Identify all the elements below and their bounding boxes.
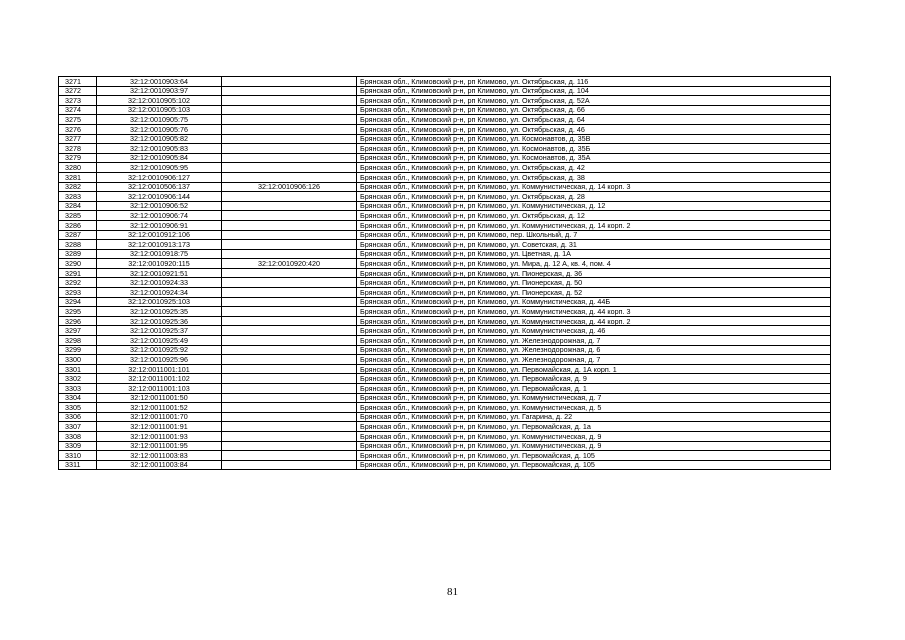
cadastral-number-cell: 32:12:0010903:97 [97,86,222,96]
table-row [59,403,831,413]
table-row [59,134,831,144]
row-number-cell: 3295 [59,307,97,317]
row-number-cell: 3307 [59,422,97,432]
address-cell: Брянская обл., Климовский р-н, рп Климово, ул. Октябрьская, д. 42 [357,163,831,173]
table-row [59,144,831,154]
cadastral-number-cell: 32:12:0010906:91 [97,220,222,230]
linked-cadastral-number-cell [222,355,357,365]
table-row [59,422,831,432]
table-row [59,307,831,317]
table-row [59,115,831,125]
cadastral-number-cell: 32:12:0010905:76 [97,124,222,134]
row-number-cell: 3310 [59,451,97,461]
linked-cadastral-number-cell [222,201,357,211]
cadastral-number-cell: 32:12:0010906:74 [97,211,222,221]
linked-cadastral-number-cell [222,441,357,451]
table-row [59,211,831,221]
address-cell: Брянская обл., Климовский р-н, рп Климово, ул. Пионерская, д. 36 [357,268,831,278]
cadastral-number-cell: 32:12:0010921:51 [97,268,222,278]
address-cell: Брянская обл., Климовский р-н, рп Климово, ул. Коммунистическая, д. 44Б [357,297,831,307]
address-cell: Брянская обл., Климовский р-н, рп Климово, ул. Мира, д. 12 А, кв. 4, пом. 4 [357,259,831,269]
cadastral-number-cell: 32:12:0010905:103 [97,105,222,115]
table-row [59,124,831,134]
cadastral-number-cell: 32:12:0010905:95 [97,163,222,173]
address-cell: Брянская обл., Климовский р-н, рп Климово, ул. Первомайская, д. 105 [357,451,831,461]
linked-cadastral-number-cell: 32:12:0010920:420 [222,259,357,269]
linked-cadastral-number-cell [222,77,357,87]
row-number-cell: 3283 [59,192,97,202]
cadastral-number-cell: 32:12:0010905:84 [97,153,222,163]
linked-cadastral-number-cell [222,393,357,403]
cadastral-number-cell: 32:12:0010906:144 [97,192,222,202]
address-cell: Брянская обл., Климовский р-н, рп Климово, ул. Октябрьская, д. 64 [357,115,831,125]
cadastral-number-cell: 32:12:0010925:35 [97,307,222,317]
cadastral-number-cell: 32:12:0011001:52 [97,403,222,413]
row-number-cell: 3301 [59,364,97,374]
address-cell: Брянская обл., Климовский р-н, рп Климово, ул. Коммунистическая, д. 46 [357,326,831,336]
cadastral-number-cell: 32:12:0011003:83 [97,451,222,461]
cadastral-number-cell: 32:12:0010925:103 [97,297,222,307]
address-cell: Брянская обл., Климовский р-н, рп Климово, ул. Первомайская, д. 1А корп. 1 [357,364,831,374]
row-number-cell: 3309 [59,441,97,451]
row-number-cell: 3284 [59,201,97,211]
cadastral-number-cell: 32:12:0010903:64 [97,77,222,87]
cadastral-number-cell: 32:12:0011001:102 [97,374,222,384]
table-row [59,259,831,269]
address-cell: Брянская обл., Климовский р-н, рп Климово, ул. Октябрьская, д. 116 [357,77,831,87]
row-number-cell: 3288 [59,240,97,250]
row-number-cell: 3281 [59,172,97,182]
address-cell: Брянская обл., Климовский р-н, рп Климово, ул. Октябрьская, д. 52А [357,96,831,106]
row-number-cell: 3276 [59,124,97,134]
table-row [59,153,831,163]
table-row [59,345,831,355]
address-cell: Брянская обл., Климовский р-н, рп Климово, ул. Первомайская, д. 105 [357,460,831,470]
linked-cadastral-number-cell [222,345,357,355]
address-cell: Брянская обл., Климовский р-н, рп Климово, ул. Октябрьская, д. 66 [357,105,831,115]
row-number-cell: 3298 [59,336,97,346]
cadastral-number-cell: 32:12:0010924:34 [97,288,222,298]
row-number-cell: 3304 [59,393,97,403]
address-cell: Брянская обл., Климовский р-н, рп Климово, ул. Коммунистическая, д. 9 [357,431,831,441]
registry-table [58,76,831,470]
address-cell: Брянская обл., Климовский р-н, рп Климово, ул. Коммунистическая, д. 44 корп. 3 [357,307,831,317]
address-cell: Брянская обл., Климовский р-н, рп Климово, ул. Октябрьская, д. 104 [357,86,831,96]
linked-cadastral-number-cell [222,374,357,384]
page-number: 81 [447,586,458,598]
row-number-cell: 3273 [59,96,97,106]
cadastral-number-cell: 32:12:0010912:106 [97,230,222,240]
address-cell: Брянская обл., Климовский р-н, рп Климово, ул. Коммунистическая, д. 12 [357,201,831,211]
cadastral-number-cell: 32:12:0011001:91 [97,422,222,432]
row-number-cell: 3290 [59,259,97,269]
row-number-cell: 3299 [59,345,97,355]
linked-cadastral-number-cell [222,403,357,413]
linked-cadastral-number-cell [222,460,357,470]
table-row [59,431,831,441]
address-cell: Брянская обл., Климовский р-н, рп Климово, ул. Советская, д. 31 [357,240,831,250]
cadastral-number-cell: 32:12:0010905:75 [97,115,222,125]
linked-cadastral-number-cell [222,220,357,230]
table-row [59,96,831,106]
cadastral-number-cell: 32:12:0010918:75 [97,249,222,259]
address-cell: Брянская обл., Климовский р-н, рп Климово, ул. Первомайская, д. 1 [357,384,831,394]
address-cell: Брянская обл., Климовский р-н, рп Климово, ул. Железнодорожная, д. 7 [357,336,831,346]
linked-cadastral-number-cell [222,326,357,336]
table-row [59,249,831,259]
table-row [59,384,831,394]
row-number-cell: 3300 [59,355,97,365]
cadastral-number-cell: 32:12:0011001:70 [97,412,222,422]
address-cell: Брянская обл., Климовский р-н, рп Климово, пер. Школьный, д. 7 [357,230,831,240]
table-row [59,105,831,115]
address-cell: Брянская обл., Климовский р-н, рп Климово, ул. Октябрьская, д. 28 [357,192,831,202]
linked-cadastral-number-cell [222,268,357,278]
cadastral-number-cell: 32:12:0010925:36 [97,316,222,326]
address-cell: Брянская обл., Климовский р-н, рп Климово, ул. Октябрьская, д. 38 [357,172,831,182]
linked-cadastral-number-cell [222,192,357,202]
table-row [59,77,831,87]
linked-cadastral-number-cell [222,307,357,317]
table-row [59,220,831,230]
table-row [59,460,831,470]
table-row [59,240,831,250]
address-cell: Брянская обл., Климовский р-н, рп Климово, ул. Железнодорожная, д. 6 [357,345,831,355]
linked-cadastral-number-cell [222,364,357,374]
cadastral-number-cell: 32:12:0010925:96 [97,355,222,365]
row-number-cell: 3277 [59,134,97,144]
table-row [59,86,831,96]
linked-cadastral-number-cell [222,172,357,182]
cadastral-number-cell: 32:12:0011001:50 [97,393,222,403]
linked-cadastral-number-cell [222,422,357,432]
row-number-cell: 3282 [59,182,97,192]
row-number-cell: 3278 [59,144,97,154]
linked-cadastral-number-cell [222,240,357,250]
cadastral-number-cell: 32:12:0011003:84 [97,460,222,470]
table-row [59,412,831,422]
linked-cadastral-number-cell [222,278,357,288]
address-cell: Брянская обл., Климовский р-н, рп Климово, ул. Коммунистическая, д. 44 корп. 2 [357,316,831,326]
table-row [59,364,831,374]
cadastral-number-cell: 32:12:0010925:37 [97,326,222,336]
table-row [59,316,831,326]
address-cell: Брянская обл., Климовский р-н, рп Климово, ул. Цветная, д. 1А [357,249,831,259]
cadastral-number-cell: 32:12:0010913:173 [97,240,222,250]
address-cell: Брянская обл., Климовский р-н, рп Климово, ул. Октябрьская, д. 46 [357,124,831,134]
table-row [59,374,831,384]
address-cell: Брянская обл., Климовский р-н, рп Климово, ул. Гагарина, д. 22 [357,412,831,422]
row-number-cell: 3292 [59,278,97,288]
cadastral-number-cell: 32:12:0010905:83 [97,144,222,154]
cadastral-number-cell: 32:12:0010506:137 [97,182,222,192]
cadastral-number-cell: 32:12:0010925:92 [97,345,222,355]
linked-cadastral-number-cell [222,288,357,298]
address-cell: Брянская обл., Климовский р-н, рп Климово, ул. Космонавтов, д. 35Б [357,144,831,154]
linked-cadastral-number-cell [222,384,357,394]
table-row [59,172,831,182]
linked-cadastral-number-cell: 32:12:0010906:126 [222,182,357,192]
row-number-cell: 3311 [59,460,97,470]
table-row [59,451,831,461]
table-row [59,201,831,211]
table-row [59,268,831,278]
cadastral-number-cell: 32:12:0010924:33 [97,278,222,288]
row-number-cell: 3297 [59,326,97,336]
linked-cadastral-number-cell [222,144,357,154]
linked-cadastral-number-cell [222,431,357,441]
cadastral-number-cell: 32:12:0010906:52 [97,201,222,211]
cadastral-number-cell: 32:12:0010925:49 [97,336,222,346]
linked-cadastral-number-cell [222,153,357,163]
row-number-cell: 3271 [59,77,97,87]
linked-cadastral-number-cell [222,163,357,173]
row-number-cell: 3308 [59,431,97,441]
row-number-cell: 3305 [59,403,97,413]
row-number-cell: 3293 [59,288,97,298]
cadastral-number-cell: 32:12:0011001:93 [97,431,222,441]
linked-cadastral-number-cell [222,316,357,326]
table-row [59,230,831,240]
row-number-cell: 3296 [59,316,97,326]
linked-cadastral-number-cell [222,412,357,422]
table-row [59,355,831,365]
cadastral-number-cell: 32:12:0010906:127 [97,172,222,182]
table-row [59,192,831,202]
address-cell: Брянская обл., Климовский р-н, рп Климово, ул. Коммунистическая, д. 14 корп. 2 [357,220,831,230]
address-cell: Брянская обл., Климовский р-н, рп Климово, ул. Коммунистическая, д. 5 [357,403,831,413]
address-cell: Брянская обл., Климовский р-н, рп Климово, ул. Коммунистическая, д. 14 корп. 3 [357,182,831,192]
linked-cadastral-number-cell [222,211,357,221]
linked-cadastral-number-cell [222,86,357,96]
linked-cadastral-number-cell [222,134,357,144]
table-row [59,441,831,451]
address-cell: Брянская обл., Климовский р-н, рп Климово, ул. Космонавтов, д. 35В [357,134,831,144]
table-row [59,182,831,192]
cadastral-number-cell: 32:12:0011001:103 [97,384,222,394]
address-cell: Брянская обл., Климовский р-н, рп Климово, ул. Коммунистическая, д. 9 [357,441,831,451]
cadastral-number-cell: 32:12:0010905:82 [97,134,222,144]
cadastral-number-cell: 32:12:0011001:95 [97,441,222,451]
address-cell: Брянская обл., Климовский р-н, рп Климово, ул. Первомайская, д. 1а [357,422,831,432]
row-number-cell: 3306 [59,412,97,422]
linked-cadastral-number-cell [222,336,357,346]
address-cell: Брянская обл., Климовский р-н, рп Климово, ул. Пионерская, д. 52 [357,288,831,298]
row-number-cell: 3287 [59,230,97,240]
address-cell: Брянская обл., Климовский р-н, рп Климово, ул. Октябрьская, д. 12 [357,211,831,221]
row-number-cell: 3291 [59,268,97,278]
row-number-cell: 3274 [59,105,97,115]
address-cell: Брянская обл., Климовский р-н, рп Климово, ул. Пионерская, д. 50 [357,278,831,288]
address-cell: Брянская обл., Климовский р-н, рп Климово, ул. Железнодорожная, д. 7 [357,355,831,365]
cadastral-number-cell: 32:12:0011001:101 [97,364,222,374]
cadastral-number-cell: 32:12:0010920:115 [97,259,222,269]
row-number-cell: 3275 [59,115,97,125]
linked-cadastral-number-cell [222,230,357,240]
row-number-cell: 3280 [59,163,97,173]
table-row [59,326,831,336]
address-cell: Брянская обл., Климовский р-н, рп Климово, ул. Космонавтов, д. 35А [357,153,831,163]
table-row [59,393,831,403]
linked-cadastral-number-cell [222,115,357,125]
linked-cadastral-number-cell [222,96,357,106]
row-number-cell: 3303 [59,384,97,394]
table-row [59,297,831,307]
address-cell: Брянская обл., Климовский р-н, рп Климово, ул. Коммунистическая, д. 7 [357,393,831,403]
linked-cadastral-number-cell [222,105,357,115]
linked-cadastral-number-cell [222,297,357,307]
row-number-cell: 3285 [59,211,97,221]
linked-cadastral-number-cell [222,451,357,461]
row-number-cell: 3272 [59,86,97,96]
row-number-cell: 3286 [59,220,97,230]
cadastral-number-cell: 32:12:0010905:102 [97,96,222,106]
address-cell: Брянская обл., Климовский р-н, рп Климово, ул. Первомайская, д. 9 [357,374,831,384]
row-number-cell: 3279 [59,153,97,163]
table-row [59,278,831,288]
row-number-cell: 3302 [59,374,97,384]
table-row [59,163,831,173]
linked-cadastral-number-cell [222,249,357,259]
row-number-cell: 3289 [59,249,97,259]
linked-cadastral-number-cell [222,124,357,134]
table-row [59,288,831,298]
registry-table-body [59,77,831,470]
table-row [59,336,831,346]
row-number-cell: 3294 [59,297,97,307]
